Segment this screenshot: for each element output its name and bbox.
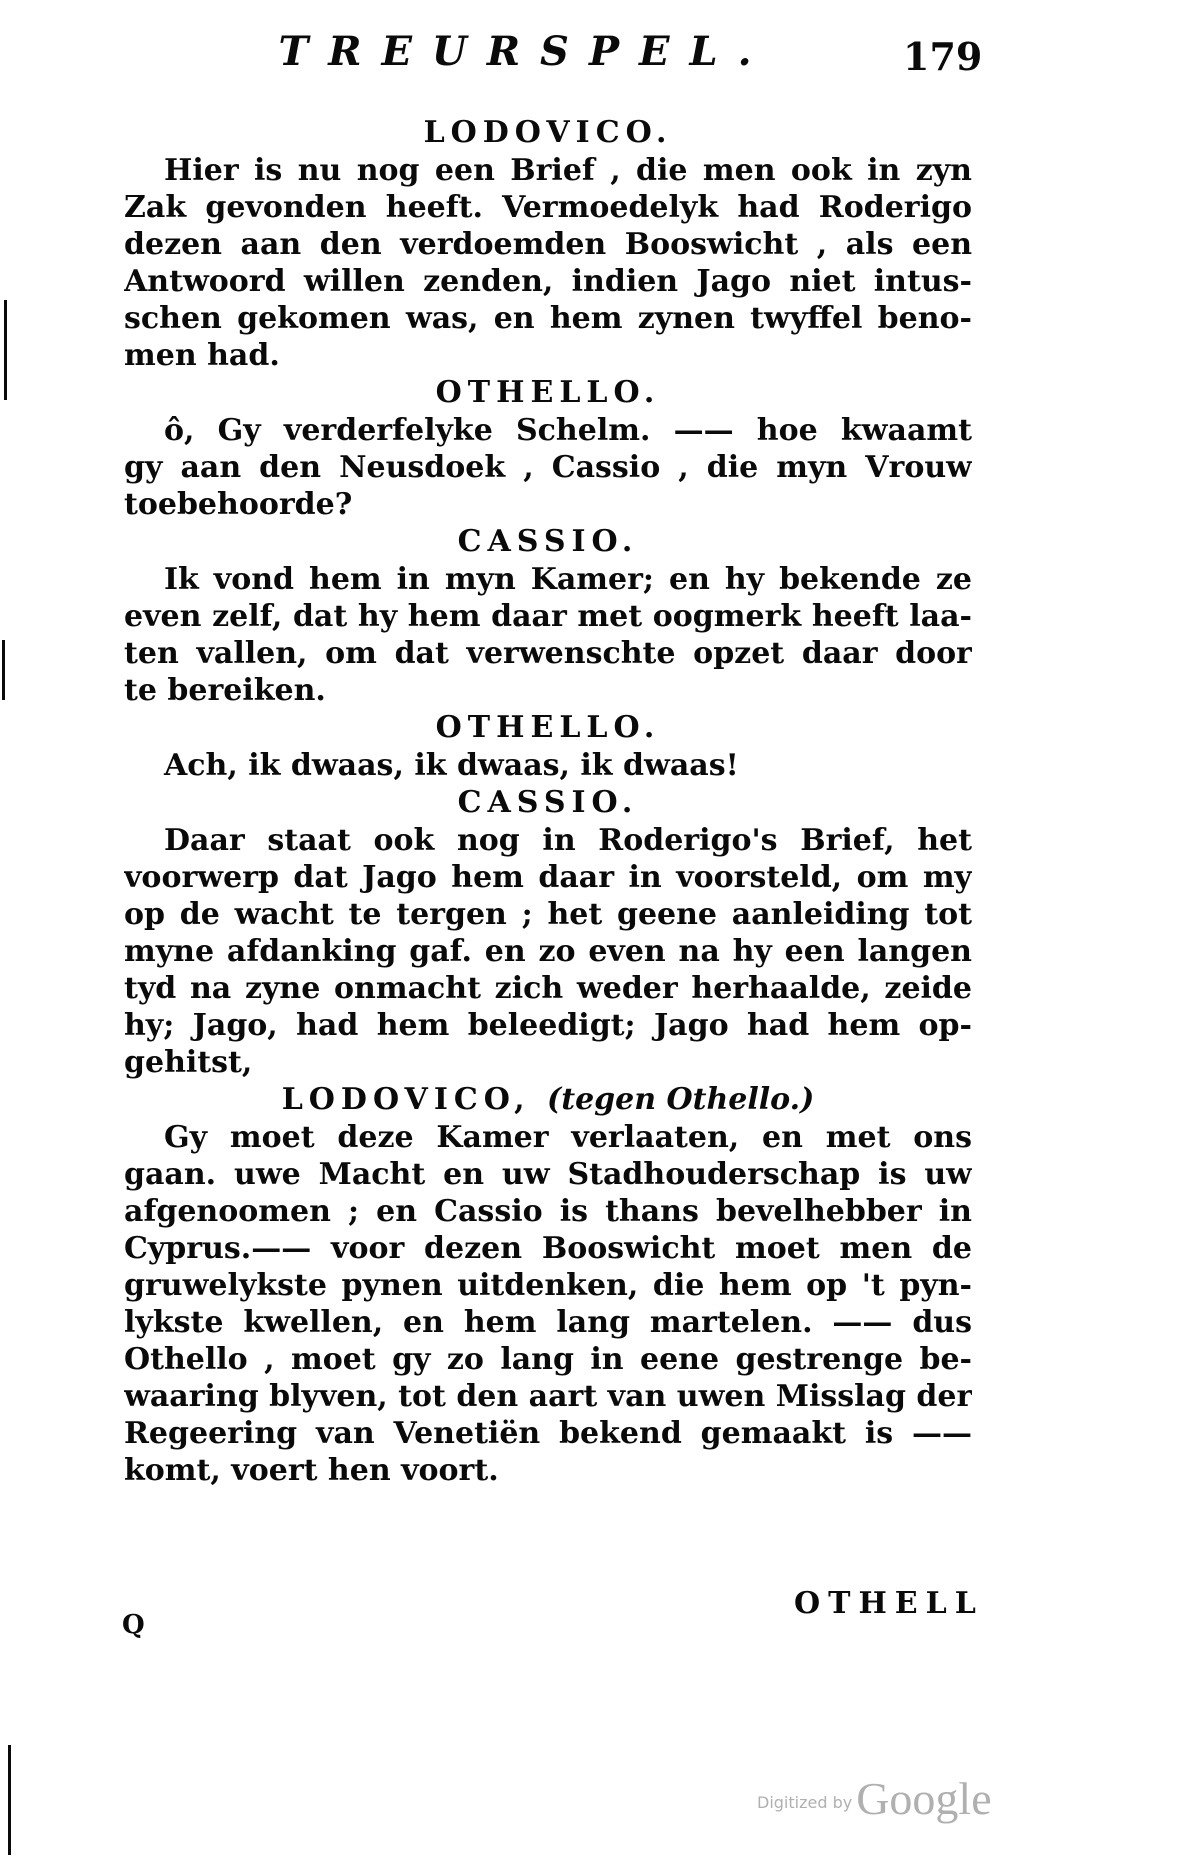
text-line: schen gekomen was, en hem zynen twyffel beno- <box>124 301 972 336</box>
text-line: Gy moet deze Kamer verlaaten, en met ons <box>164 1120 972 1155</box>
text-line: waaring blyven, tot den aart van uwen Misslag der <box>124 1379 972 1414</box>
text-line: even zelf, dat hy hem daar met oogmerk heeft laa- <box>124 599 972 634</box>
catchword: OTHELL <box>794 1586 984 1621</box>
text-line: op de wacht te tergen ; het geene aanleiding tot <box>124 897 972 932</box>
left-margin-rule-mid <box>2 640 5 700</box>
text-line: dezen aan den verdoemden Booswicht , als een <box>124 227 972 262</box>
text-line: tyd na zyne onmacht zich weder herhaalde, zeide <box>124 971 972 1006</box>
speaker-heading: CASSIO. <box>457 785 639 820</box>
text-line: Ach, ik dwaas, ik dwaas, ik dwaas! <box>164 748 739 783</box>
speaker-heading: OTHELLO. <box>435 710 661 745</box>
text-line: men had. <box>124 338 280 373</box>
text-line: hy; Jago, had hem beleedigt; Jago had hem op- <box>124 1008 972 1043</box>
text-line: lykste kwellen, en hem lang martelen. —— dus <box>124 1305 972 1340</box>
left-margin-rule-bottom <box>8 1745 11 1855</box>
watermark-prefix: Digitized by <box>757 1793 853 1812</box>
play-text <box>124 114 972 1489</box>
text-line: Zak gevonden heeft. Vermoedelyk had Roderigo <box>124 190 972 225</box>
text-line: voorwerp dat Jago hem daar in voorsteld, om my <box>124 860 972 895</box>
text-line: komt, voert hen voort. <box>124 1453 499 1488</box>
text-line: myne afdanking gaf. en zo even na hy een langen <box>124 934 972 969</box>
text-line: gy aan den Neusdoek , Cassio , die myn Vrouw <box>124 450 972 485</box>
text-line: gaan. uwe Macht en uw Stadhouderschap is uw <box>124 1157 972 1192</box>
text-line: Hier is nu nog een Brief , die men ook in zyn <box>164 153 972 188</box>
text-line: Antwoord willen zenden, indien Jago niet intus- <box>124 264 972 299</box>
google-logo: Google <box>856 1773 992 1824</box>
text-line: gehitst, <box>124 1045 253 1080</box>
speaker-name: LODOVICO, <box>281 1082 531 1117</box>
text-line: Cyprus.—— voor dezen Booswicht moet men de <box>124 1231 972 1266</box>
text-line: Regeering van Venetiën bekend gemaakt is —— <box>124 1416 972 1451</box>
text-line: toebehoorde? <box>124 487 353 522</box>
left-margin-rule-top <box>4 300 7 400</box>
speaker-heading: LODOVICO. <box>423 115 673 150</box>
signature-mark: Q <box>122 1610 145 1640</box>
speaker-heading <box>124 1081 972 1119</box>
text-line: Othello , moet gy zo lang in eene gestrenge be- <box>124 1342 972 1377</box>
text-line: te bereiken. <box>124 673 326 708</box>
text-line: ô, Gy verderfelyke Schelm. —— hoe kwaamt <box>164 413 972 448</box>
stage-direction: (tegen Othello.) <box>547 1082 815 1117</box>
text-line: ten vallen, om dat verwenschte opzet daar door <box>124 636 972 671</box>
running-title: TREURSPEL. <box>278 28 772 75</box>
text-line: afgenoomen ; en Cassio is thans bevelhebber in <box>124 1194 972 1229</box>
speaker-heading: OTHELLO. <box>435 375 661 410</box>
text-line: gruwelykste pynen uitdenken, die hem op 't pyn- <box>124 1268 972 1303</box>
speaker-heading: CASSIO. <box>457 524 639 559</box>
text-line: Daar staat ook nog in Roderigo's Brief, het <box>164 823 972 858</box>
page-number: 179 <box>903 34 983 79</box>
google-watermark <box>757 1772 992 1825</box>
text-line: Ik vond hem in myn Kamer; en hy bekende ze <box>164 562 972 597</box>
